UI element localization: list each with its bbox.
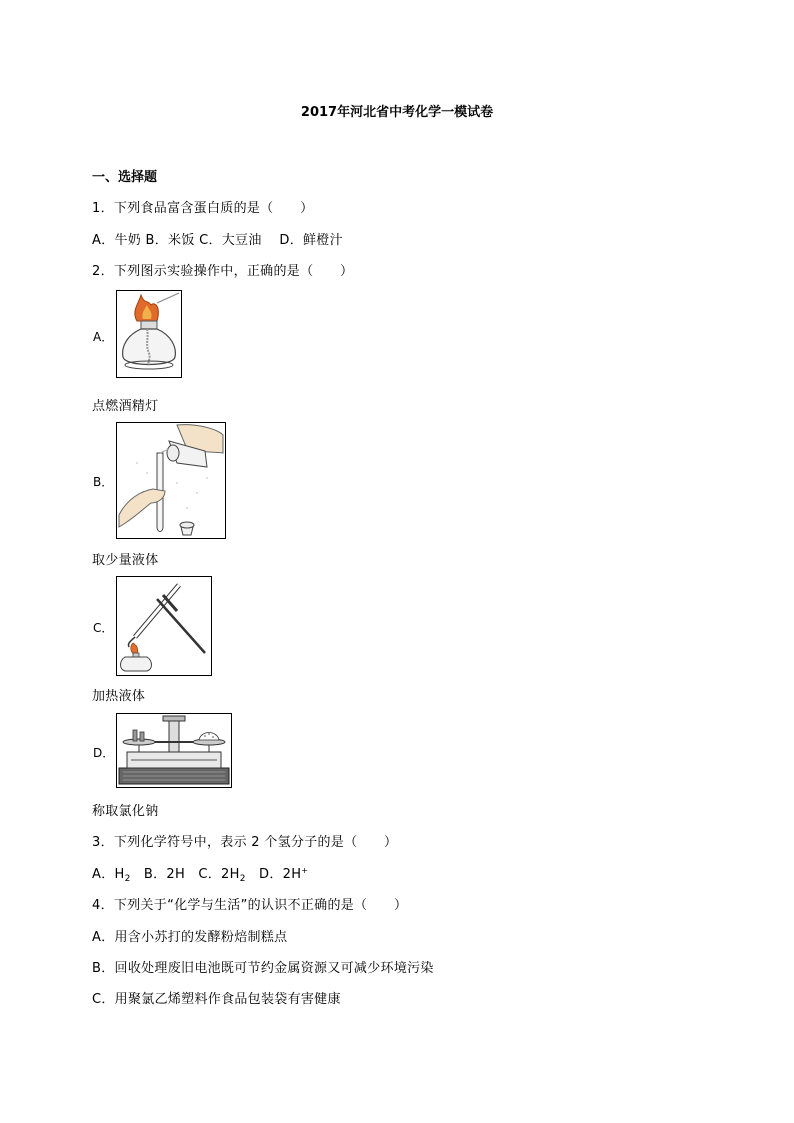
option-a-caption: 点燃酒精灯 [92, 399, 159, 414]
question-4-option-c: C．用聚氯乙烯塑料作食品包装袋有害健康 [92, 992, 341, 1007]
q3-option-b-c: B．2H C．2H [130, 867, 240, 882]
balance-scale-icon [116, 713, 232, 788]
alcohol-lamp-lighting-icon [116, 290, 182, 378]
q3-option-c-subscript: 2 [239, 874, 246, 884]
question-3-stem: 3．下列化学符号中，表示 2 个氢分子的是（ ） [92, 835, 398, 850]
q3-option-d-superscript: + [301, 866, 309, 875]
option-d-label: D． [93, 746, 115, 760]
q3-option-a: A．H [92, 867, 125, 882]
option-c-caption: 加热液体 [92, 689, 146, 704]
section-heading: 一、选择题 [92, 170, 158, 185]
option-b-caption: 取少量液体 [92, 553, 159, 568]
pouring-liquid-icon [116, 422, 226, 539]
question-4-option-b: B．回收处理废旧电池既可节约金属资源又可减少环境污染 [92, 961, 434, 976]
page-title: 2017年河北省中考化学一模试卷 [300, 105, 494, 120]
question-1-options: A．牛奶 B．米饭 C．大豆油 D．鲜橙汁 [92, 233, 343, 248]
option-a-label: A． [93, 330, 114, 344]
option-d-caption: 称取氯化钠 [92, 804, 159, 819]
q3-option-d: D．2H [245, 867, 302, 882]
question-4-option-a: A．用含小苏打的发酵粉焙制糕点 [92, 930, 288, 945]
heating-test-tube-icon [116, 576, 212, 676]
option-c-label: C． [93, 621, 114, 635]
question-1-stem: 1．下列食品富含蛋白质的是（ ） [92, 201, 314, 216]
q3-option-a-subscript: 2 [124, 874, 131, 884]
option-b-label: B． [93, 475, 114, 489]
question-4-stem: 4．下列关于“化学与生活”的认识不正确的是（ ） [92, 898, 408, 913]
question-2-stem: 2．下列图示实验操作中，正确的是（ ） [92, 264, 354, 279]
question-3-options [92, 863, 308, 884]
